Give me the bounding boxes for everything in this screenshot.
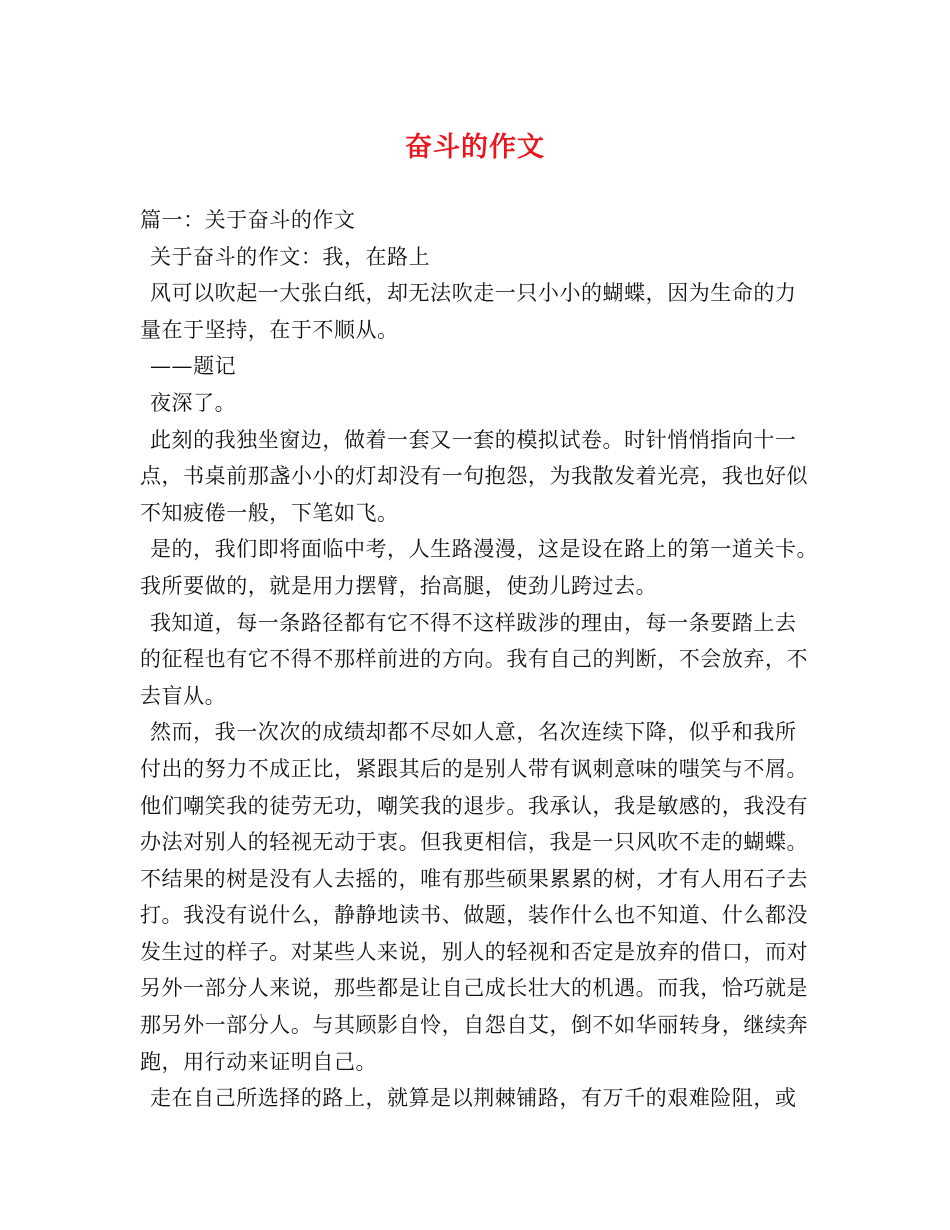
paragraph-line: 发生过的样子。对某些人来说，别人的轻视和否定是放弃的借口，而对 <box>140 939 809 964</box>
paragraph-line: 不结果的树是没有人去摇的，唯有那些硕果累累的树，才有人用石子去 <box>140 866 809 891</box>
epigraph-attribution: ——题记 <box>150 354 237 379</box>
paragraph-line: 的征程也有它不得不那样前进的方向。我有自己的判断，不会放弃，不 <box>140 647 809 672</box>
paragraph-line: 跑，用行动来证明自己。 <box>140 1049 378 1074</box>
paragraph-line: 我所要做的，就是用力摆臂，抬高腿，使劲儿跨过去。 <box>140 573 658 598</box>
paragraph-line: 那另外一部分人。与其顾影自怜，自怨自艾，倒不如华丽转身，继续奔 <box>140 1013 809 1038</box>
paragraph-line: 打。我没有说什么，静静地读书、做题，装作什么也不知道、什么都没 <box>140 903 809 928</box>
paragraph-line: 是的，我们即将面临中考，人生路漫漫，这是设在路上的第一道关卡。 <box>150 537 819 562</box>
paragraph-line: 他们嘲笑我的徒劳无功，嘲笑我的退步。我承认，我是敏感的，我没有 <box>140 793 809 818</box>
section-heading: 篇一：关于奋斗的作文 <box>140 208 356 232</box>
paragraph-line: 办法对别人的轻视无动于衷。但我更相信，我是一只风吹不走的蝴蝶。 <box>140 830 809 855</box>
paragraph-line: 夜深了。 <box>150 390 237 415</box>
paragraph-line: 风可以吹起一大张白纸，却无法吹走一只小小的蝴蝶，因为生命的力 <box>150 281 797 306</box>
paragraph-line: 此刻的我独坐窗边，做着一套又一套的模拟试卷。时针悄悄指向十一 <box>150 427 797 452</box>
paragraph-line: 不知疲倦一般，下笔如飞。 <box>140 500 399 525</box>
paragraph-line: 点，书桌前那盏小小的灯却没有一句抱怨，为我散发着光亮，我也好似 <box>140 464 809 489</box>
paragraph-line: 然而，我一次次的成绩却都不尽如人意，名次连续下降，似乎和我所 <box>150 720 797 745</box>
essay-subtitle: 关于奋斗的作文：我，在路上 <box>150 244 431 269</box>
paragraph-line: 量在于坚持，在于不顺从。 <box>140 317 399 342</box>
document-body <box>140 202 820 1117</box>
document-title: 奋斗的作文 <box>405 132 545 163</box>
paragraph-line: 付出的努力不成正比，紧跟其后的是别人带有讽刺意味的嗤笑与不屑。 <box>140 756 809 781</box>
paragraph-line: 走在自己所选择的路上，就算是以荆棘铺路，有万千的艰难险阻，或 <box>150 1086 797 1111</box>
paragraph-line: 我知道，每一条路径都有它不得不这样跋涉的理由，每一条要踏上去 <box>150 610 797 635</box>
paragraph-line: 去盲从。 <box>140 683 227 708</box>
paragraph-line: 另外一部分人来说，那些都是让自己成长壮大的机遇。而我，恰巧就是 <box>140 976 809 1001</box>
